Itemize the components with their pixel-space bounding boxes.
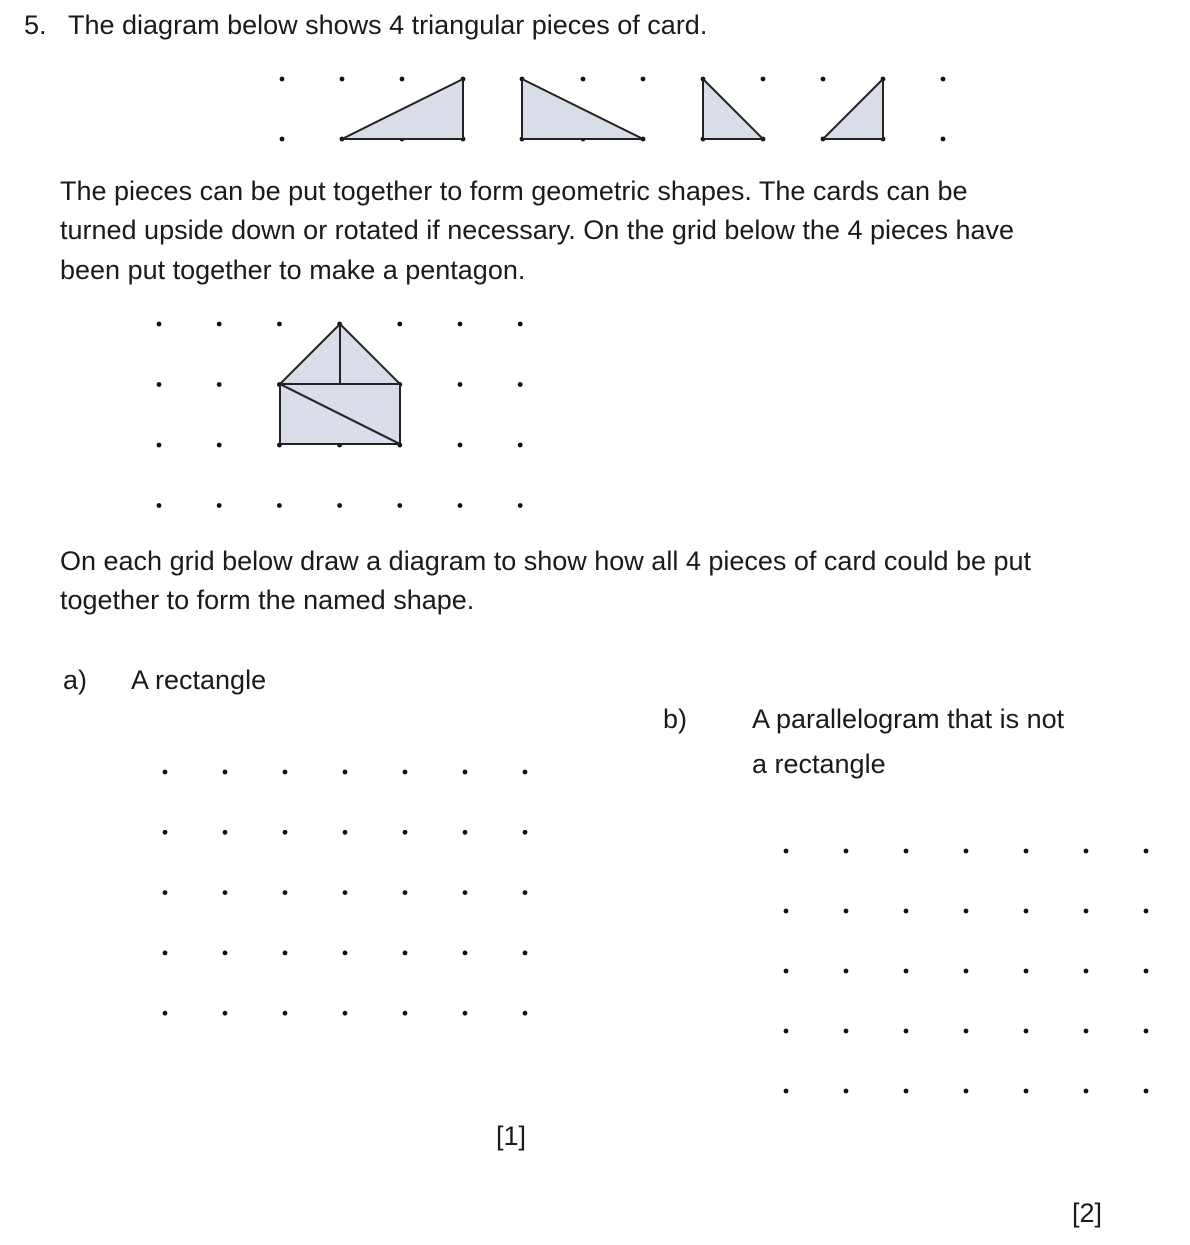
grid-dot: [904, 909, 909, 914]
description-line-3: been put together to make a pentagon.: [60, 255, 526, 285]
grid-dot: [1024, 969, 1029, 974]
grid-dot: [1084, 1089, 1089, 1094]
grid-dot: [964, 849, 969, 854]
part-a-marks: [1]: [496, 1121, 527, 1151]
grid-dot: [844, 909, 849, 914]
grid-dot: [1084, 849, 1089, 854]
description-line-1: The pieces can be put together to form geometric shapes. The cards can be: [60, 176, 968, 206]
question-number: 5.: [24, 10, 47, 40]
grid-dot: [1144, 1089, 1149, 1094]
part-a-text: A rectangle: [131, 665, 267, 695]
grid-dot: [1084, 909, 1089, 914]
grid-dot: [844, 969, 849, 974]
grid-dot: [1084, 969, 1089, 974]
grid-dot: [1144, 1029, 1149, 1034]
instruction-line-1: On each grid below draw a diagram to show how all 4 pieces of card could be put: [60, 546, 1032, 576]
grid-dot: [1024, 849, 1029, 854]
instruction-line-2: together to form the named shape.: [60, 585, 475, 615]
grid-dot: [964, 909, 969, 914]
part-b-text-line-1: A parallelogram that is not: [752, 704, 1065, 734]
grid-dot: [904, 849, 909, 854]
grid-dot: [844, 849, 849, 854]
grid-dot: [844, 1029, 849, 1034]
grid-dot: [784, 1029, 789, 1034]
part-a-label: a): [63, 665, 88, 695]
grid-dot: [1024, 1089, 1029, 1094]
question-intro: The diagram below shows 4 triangular pieces of card.: [68, 10, 708, 40]
grid-dot: [964, 969, 969, 974]
grid-dot: [784, 1089, 789, 1094]
part-b-marks: [2]: [1072, 1198, 1103, 1228]
grid-dot: [784, 909, 789, 914]
grid-dot: [904, 969, 909, 974]
part-b-text-line-2: a rectangle: [752, 749, 886, 779]
grid-dot: [784, 849, 789, 854]
grid-dot: [1024, 1029, 1029, 1034]
grid-dot: [904, 1029, 909, 1034]
grid-dot: [964, 1089, 969, 1094]
grid-dot: [1024, 909, 1029, 914]
description-line-2: turned upside down or rotated if necessary. On the grid below the 4 pieces have: [60, 215, 1015, 245]
grid-dot: [1144, 849, 1149, 854]
grid-dot: [1144, 909, 1149, 914]
grid-dot: [1144, 969, 1149, 974]
grid-dot: [1084, 1029, 1089, 1034]
grid-dot: [904, 1089, 909, 1094]
grid-dot: [784, 969, 789, 974]
grid-dot: [964, 1029, 969, 1034]
part-b-label: b): [663, 704, 688, 734]
grid-dot: [844, 1089, 849, 1094]
